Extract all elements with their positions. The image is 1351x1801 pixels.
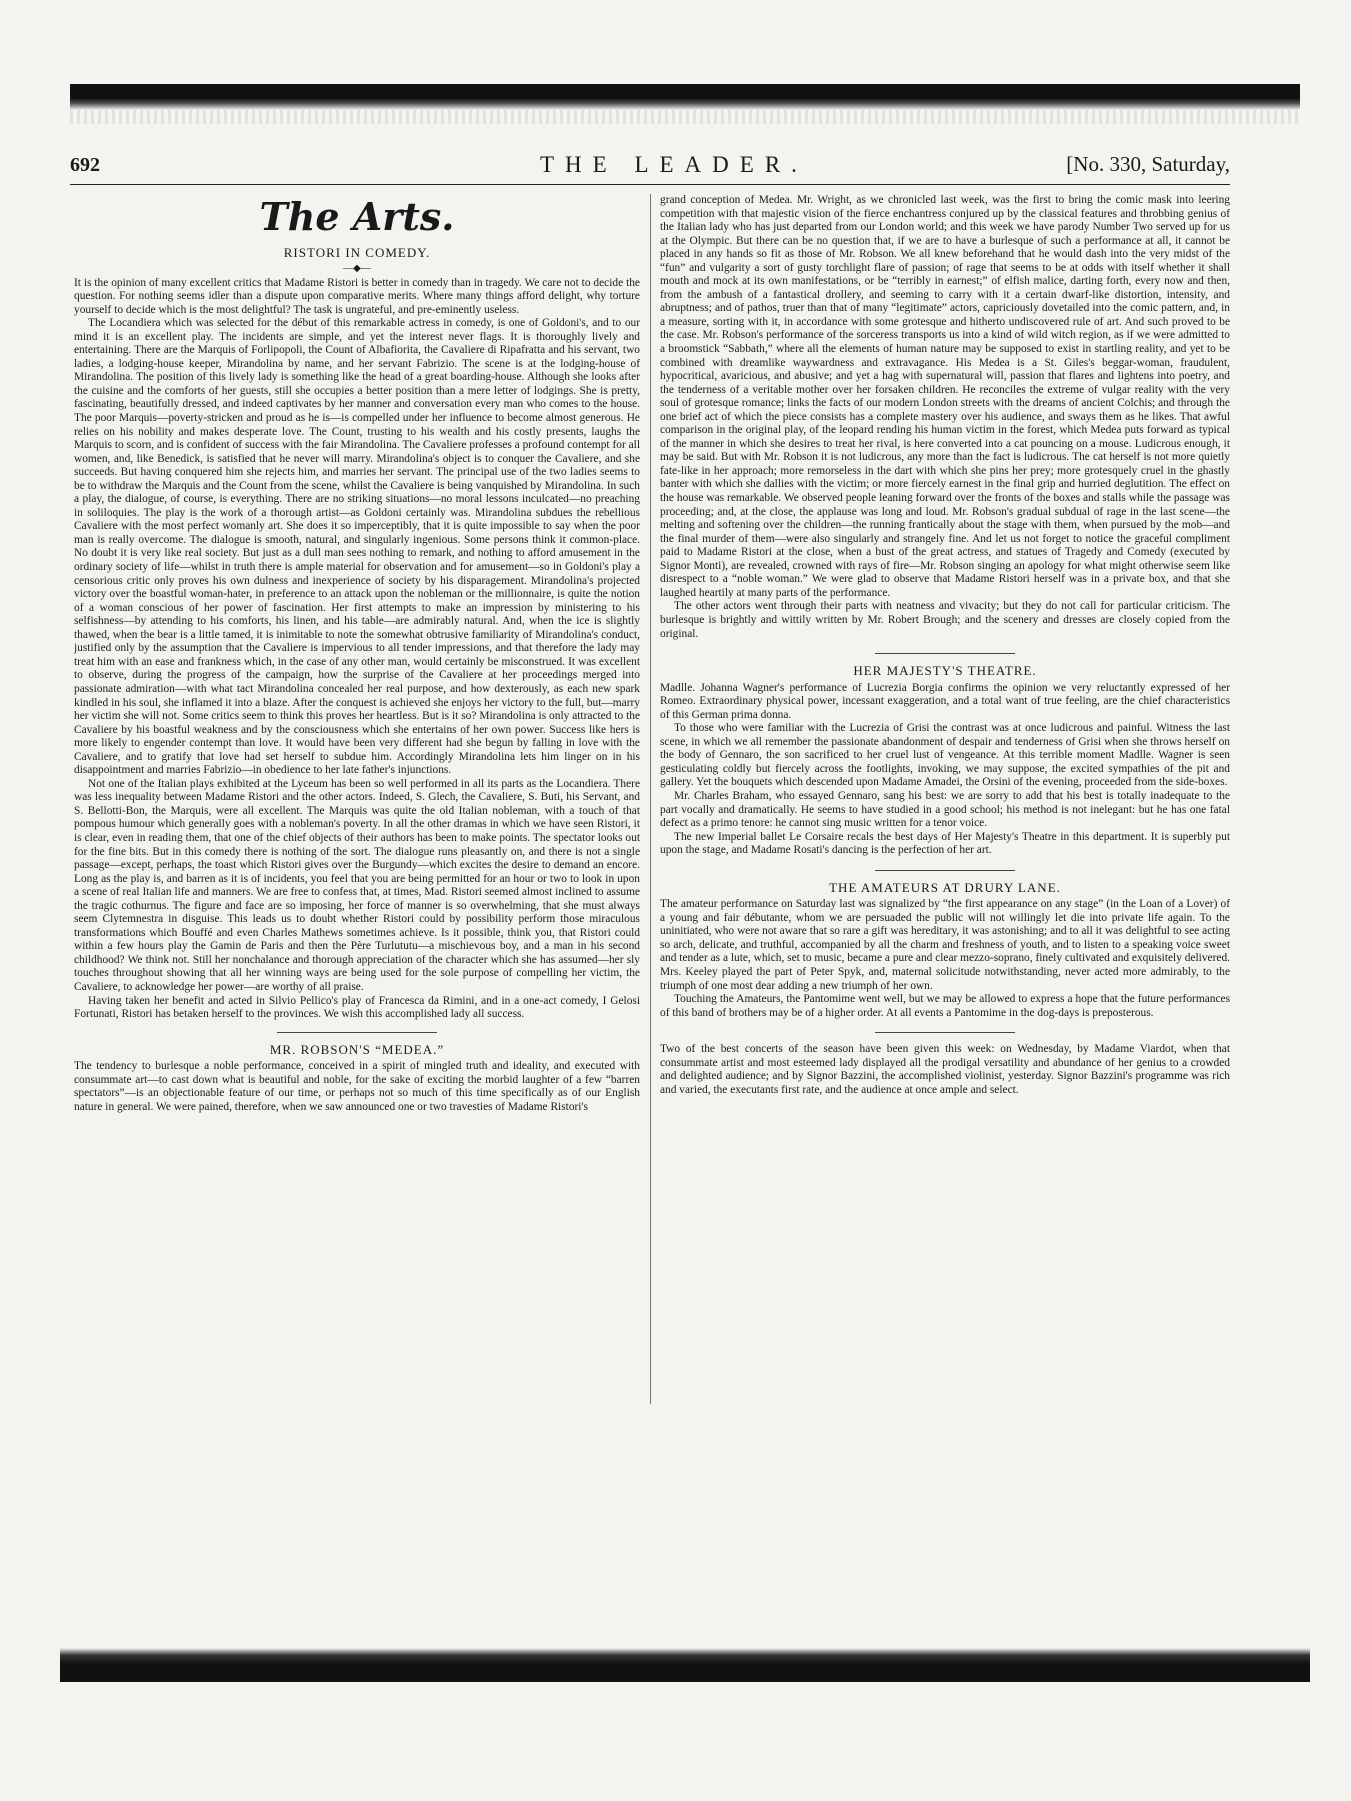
scan-bottom-bar	[60, 1664, 1310, 1682]
article-heading-her-majestys: HER MAJESTY'S THEATRE.	[853, 663, 1037, 679]
article-paragraph: Touching the Amateurs, the Pantomime went well, but we may be allowed to express a hope that the future performances of this band of brothers may be of a higher order. At all events a Pantomime in the dog-days is preposterous.	[660, 993, 1230, 1019]
article-paragraph: Not one of the Italian plays exhibited at the Lyceum has been so well performed in all its parts as the Locandiera. There was less inequality between Madame Ristori and the other actors. Indeed, S. Glech, the Cavaliere, S. Buti, his Servant, and S. Bellotti-Bon, the Marquis, were all excellent. The Marquis was quite the old Italian nobleman, with a touch of that pompous humour which generally goes with a nobleman's poverty. In all the other dramas in which we have seen Ristori, it is clear, even in reading them, that one of the chief objects of their authors has been to make points. The spectator looks out for the fine bits. But in this comedy there is nothing of the sort. The dialogue runs pleasantly on, and there is not a single passage—except, perhaps, the toast which Ristori gives over the Burgundy—which excites the desire to demand an encore. Long as the play is, and barren as it is of incidents, you feel that you are being permitted for an hour or two to look in upon a scene of real Italian life and manners. We are free to confess that, at times, Mad. Ristori seemed almost inclined to assume the tragic cothurnus. The figure and face are so imposing, her force of manner is so overwhelming, that she must always seem Clytemnestra in disguise. This leads us to doubt whether Ristori could by possibility perform those miraculous transformations which Bouffé and even Charles Mathews sometimes achieve. Is it possible, think you, that Ristori could within a few hours play the Gamin de Paris and then the Père Turlututu—a mischievous boy, and a man in his second childhood? We think not. Still her nonchalance and thorough appreciation of the character which she has assumed—her sly touches throughout showing that all her winning ways are being used for the sole purpose of compelling her victim, the Cavaliere, to acknowledge her power—are worthy of all praise.	[74, 777, 640, 993]
scan-bottom-edge	[60, 1648, 1310, 1664]
left-column	[74, 194, 640, 1634]
article-paragraph: Mr. Charles Braham, who essayed Gennaro, sang his best: we are sorry to add that his best is totally inadequate to the part vocally and dramatically. He seems to have studied in a good school; his method is not inelegant: but he has one fatal defect as a primo tenore: he cannot sing music written for a tenor voice.	[660, 789, 1230, 830]
issue-info: [No. 330, Saturday,	[1066, 152, 1230, 176]
article-paragraph: The new Imperial ballet Le Corsaire recals the best days of Her Majesty's Theatre in this department. It is superbly put upon the stage, and Madame Rosati's dancing is the perfection of her art.	[660, 830, 1230, 857]
article-paragraph: Madlle. Johanna Wagner's performance of Lucrezia Borgia confirms the opinion we very reluctantly expressed of her Romeo. Extraordinary physical power, incessant exaggeration, and a total want of true feeling, are the chief characteristics of this German prima donna.	[660, 681, 1230, 721]
article-heading-amateurs: THE AMATEURS AT DRURY LANE.	[829, 879, 1061, 895]
page-number: 692	[70, 154, 100, 176]
section-rule	[875, 653, 1015, 654]
article-paragraph: The amateur performance on Saturday last was signalized by “the first appearance on any stage” (in the Loan of a Lover) of a young and fair débutante, whom we are persuaded the public will not willingly let die into private life again. To the uninitiated, who were not aware that so rare a gift was hereditary, it was astonishing; and to all it was delightful to see acting so arch, delicate, and truthful, accompanied by all the charm and freshness of youth, and to listen to a speaking voice sweet and tender as a lute, which, set to music, became a pure and clear mezzo-soprano, finely cultivated and exquisitely delivered. Mrs. Keeley played the part of Peter Spyk, and, maternal solicitude notwithstanding, never acted more admirably, to the triumph of one most dear adding a new triumph of her own.	[660, 898, 1230, 992]
article-paragraph: The other actors went through their parts with neatness and vivacity; but they do not call for particular criticism. The burlesque is brightly and wittily written by Mr. Robert Brough; and the scenery and dresses are closely copied from the original.	[660, 600, 1230, 640]
article-paragraph: To those who were familiar with the Lucrezia of Grisi the contrast was at once ludicrous and painful. Witness the last scene, in which we all remember the passionate abandonment of despair and tenderness of Grisi when she throws herself on the body of Gennaro, the son sacrificed to her cruel lust of vengeance. At this terrible moment Madlle. Wagner is seen gesticulating coldly but fiercely across the footlights, invoking, we may suppose, the excited sympathies of the pit and gallery. Yet the bouquets which descended upon Madame Amadei, the Orsini of the evening, proceeded from the side-boxes.	[660, 722, 1230, 789]
article-heading-robson: MR. ROBSON'S “MEDEA.”	[269, 1041, 445, 1057]
scan-top-noise	[70, 110, 1300, 124]
right-column	[660, 194, 1230, 1634]
ornament-divider: —◆—	[343, 262, 371, 274]
article-paragraph: grand conception of Medea. Mr. Wright, as we chronicled last week, was the first to bring the comic mask into leering competition with that majestic vision of the fierce enchantress conjured up by the classical features and throbbing genius of the Italian lady who has just departed from our London world; and this week we have parody Number Two served up for us at the Olympic. But there can be no question that, if we are to have a burlesque of such a performance at all, it cannot be placed in any hands so fit as those of Mr. Robson. We all knew beforehand that he would dash into the very midst of the “fun” and vulgarity a sort of gusty torchlight flare of passion; of rage that seems to be at odds with itself whether it shall mouth and mock at its own manifestations, or be “terribly in earnest;” of elfish malice, darting forth, every now and then, from the ambush of a fantastical drollery, and seeming to carry with it a certain dwarf-like distortion, intensity, and abruptness; and of pathos, truer than that of many “legitimate” actors, capriciously dovetailed into the comic pattern, and, in a measure, sorting with it, in accordance with some grotesque and hitherto undiscovered rule of art. And such proved to be the case. Mr. Robson's performance of the sorceress transports us into a kind of wild witch region, as if we were admitted to a broomstick “Sabbath,” where all the elements of human nature may be supposed to exist in startling reality, and yet to be combined with dreamlike waywardness and extravagance. His Medea is a St. Giles's beggar-woman, fraudulent, hypocritical, avaricious, and abusive; and yet a hag with supernatural will, passion that flares and lightens into poetry, and the tenderness of a veritable mother over her forsaken children. He reconciles the extreme of vulgar reality with the very soul of grotesque romance; links the facts of our modern London streets with the dreams of ancient Colchis; and through the one brief act of which the piece consists has a complete mastery over his audience, and sways them as he likes. That awful comparison in the original play, of the leopard rending his human victim in the forest, which Medea puts forward as typical of the manner in which she desires to treat her rival, is here converted into a cat pouncing on a mouse. Ludicrous enough, it may be said. But with Mr. Robson it is not ludicrous, any more than the fact is ludicrous. The cat herself is not more quietly fate-like in her approach; more remorseless in the dart with which she pins her prey; more grotesquely cruel in the ghastly banter with which she dallies with the victim; or more fiercely earnest in the final grip and hurried deglutition. The effect on the house was remarkable. We observed people leaning forward over the fronts of the boxes and stalls while the passage was proceeding; and, at the close, the applause was long and loud. Mr. Robson's gradual subdual of rage in the last scene—the melting and softening over the children—the running frantically about the stage with them, when pursued by the mob—and the final murder of them—were also singularly and strangely fine. And let us not forget to notice the graceful compliment paid to Madame Ristori at the close, when a bust of the great actress, and statues of Tragedy and Comedy (executed by Signor Monti), are revealed, crowned with rays of fire—Mr. Robson singing an apology for what might otherwise seem like disrespect to a “noble woman.” We were glad to observe that Madame Ristori herself was in a private box, and that she laughed heartily at many parts of the performance.	[660, 194, 1230, 599]
masthead	[70, 150, 1230, 185]
section-rule	[875, 870, 1015, 871]
article-paragraph: Having taken her benefit and acted in Silvio Pellico's play of Francesca da Rimini, and in a one-act comedy, I Gelosi Fortunati, Ristori has betaken herself to the provinces. We wish this accomplished lady all success.	[74, 994, 640, 1021]
section-rule	[277, 1032, 437, 1033]
article-paragraph: The Locandiera which was selected for the début of this remarkable actress in comedy, is one of Goldoni's, and to our mind it is an excellent play. The incidents are simple, and yet the interest never flags. It is thoroughly lively and entertaining. There are the Marquis of Forlipopoli, the Count of Albafiorita, the Cavaliere di Ripafratta and his servant, two ladies, a lodging-house keeper, Mirandolina by name, and her servant Fabrizio. The scene is at the lodging-house of Mirandolina. The position of this lively lady is something like the head of a great boarding-house. Although she looks after the cuisine and the comforts of her guests, still she occupies a better position than a mere letter of lodgings. She is pretty, fascinating, beautifully dressed, and indeed captivates by her manner and conversation every man who comes to the house. The poor Marquis—poverty-stricken and proud as he is—is compelled under her influence to become almost generous. He relies on his nobility and makes desperate love. The Count, trusting to his wealth and his costly presents, laughs the Marquis to scorn, and is confident of success with the fair Mirandolina. The Cavaliere professes a profound contempt for all women, and, like Benedick, is satisfied that he never will marry. Mirandolina's object is to conquer the Cavaliere, and she succeeds. But having conquered him she rejects him, and marries her servant. The principal use of the two ladies seems to be to withdraw the Marquis and the Count from the scene, whilst the Cavaliere is being vanquished by Mirandolina. In such a play, the dialogue, of course, is everything. There are no striking situations—no moral lessons inculcated—no preaching in soliloquies. The play is the work of a thorough artist—as Goldoni certainly was. Mirandolina subdues the rebellious Cavaliere with the most perfect womanly art. She does it so imperceptibly, that it is quite impossible to say when the poor man is really overcome. The dialogue is smooth, natural, and singularly ingenious. Some persons think it common-place. No doubt it is very like real society. But just as a dull man sees nothing to remark, and nothing to afford amusement in the ordinary society of life—whilst in truth there is ample material for observation and for amusement—so in Goldoni's play a censorious critic only proves his own dulness and inexperience of society by his disparagement. Mirandolina's projected victory over the boastful woman-hater, in preference to an attack upon the nobleman or the millionnaire, is quite the notion of a woman conscious of her power of fascination. Her first attempts to make an impression by ministering to his selfishness—by attending to his comforts, his linen, and his table—are admirably natural. And, when the ice is slightly thawed, when the bear is a little tamed, it is inimitable to note the somewhat obtrusive familiarity of Mirandolina's conduct, justified only by the assumption that the Cavaliere is impervious to all tender impressions, and that therefore the lady may treat him with an ease and frankness which, in the case of any other man, would certainly be misconstrued. It was excellent to observe, during the progress of the campaign, how the surprise of the Cavaliere at her proceedings merged into passionate admiration—with what tact Mirandolina concealed her real purpose, and how dexterously, as each new spark kindled in his soul, she inflamed it into a blaze. After the conquest is achieved she enjoys her victory to the full, but—marry her victim she will not. Some critics seem to think this proves her heartless. But is it so? Mirandolina is only attracted to the Cavaliere by his boastful weakness and by the consciousness which she entertains of her own power. Success like hers is more likely to engender contempt than love. It would have been very different had she begun by falling in love with the Cavaliere, and to gratify that love had set herself to subdue him. Accordingly Mirandolina lets him linger on in his disappointment and marries Fabrizio—in obedience to her late father's injunctions.	[74, 317, 640, 777]
article-paragraph: It is the opinion of many excellent critics that Madame Ristori is better in comedy than in tragedy. We care not to decide the question. For nothing seems idler than a dispute upon comparative merits. Where many things afford delight, why torture yourself to decide which is the most delightful? The task is ungrateful, and pre-eminently useless.	[74, 276, 640, 316]
article-paragraph: Two of the best concerts of the season have been given this week: on Wednesday, by Madame Viardot, when that consummate artist and most esteemed lady displayed all the prodigal versatility and abundance of her genius to a crowded and delighted audience; and by Signor Bazzini, the accomplished violinist, yesterday. Signor Bazzini's programme was rich and varied, the executants first rate, and the audience at once ample and select.	[660, 1043, 1230, 1096]
section-title: The Arts.	[259, 194, 455, 239]
article-heading-ristori: RISTORI IN COMEDY.	[283, 245, 431, 260]
section-rule	[875, 1032, 1015, 1033]
column-divider	[650, 194, 651, 1404]
scan-top-bar	[70, 84, 1300, 110]
paper-title: THE LEADER.	[540, 152, 808, 177]
article-paragraph: The tendency to burlesque a noble performance, conceived in a spirit of mingled truth and ideality, and executed with consummate art—to cast down what is beautiful and noble, for the sake of exciting the morbid laughter of a few “barren spectators”—is an objectionable feature of our time, or perhaps not so much of this time specifically as of our English nature in general. We were pained, therefore, when we saw announced one or two travesties of Madame Ristori's	[74, 1060, 640, 1113]
